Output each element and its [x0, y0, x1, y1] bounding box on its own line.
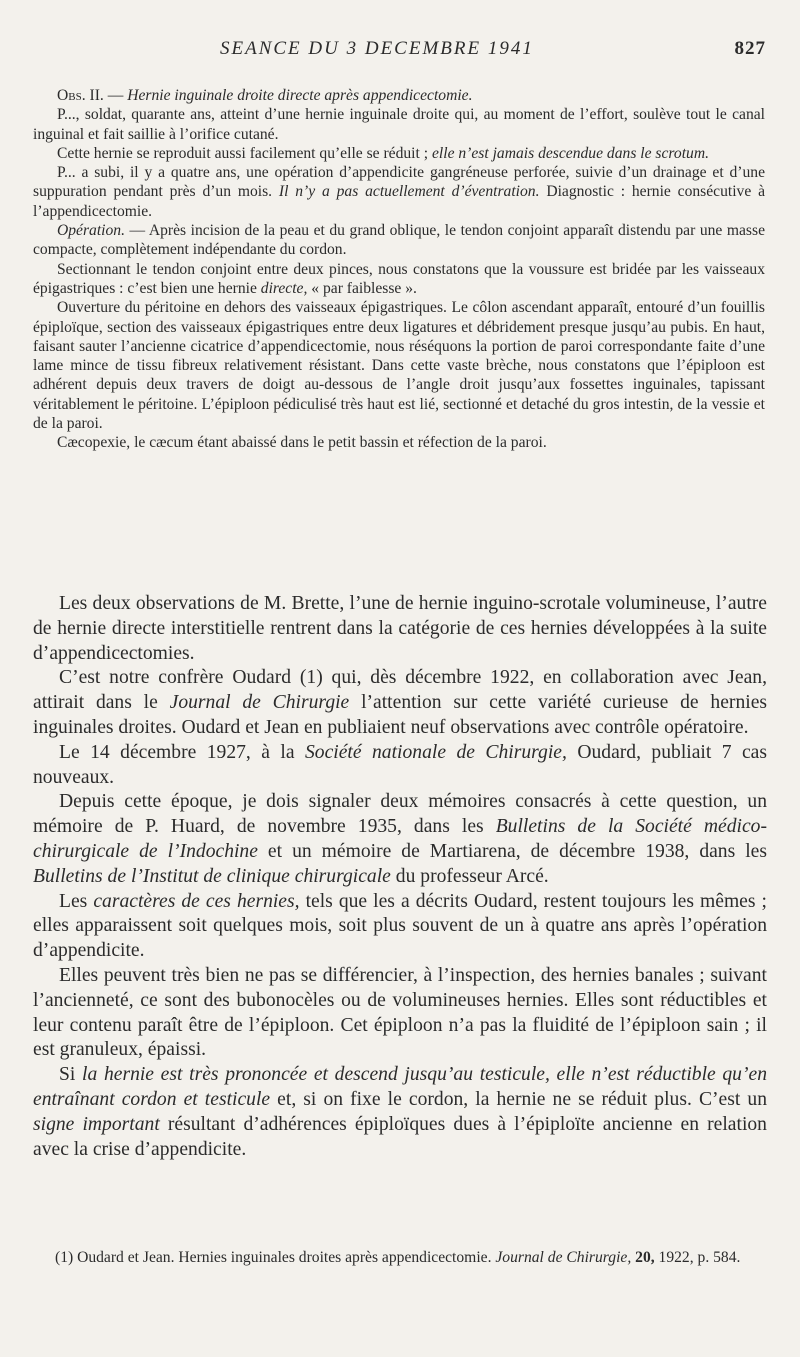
italic-run: signe important	[33, 1113, 160, 1135]
body-paragraph	[33, 890, 767, 964]
observation-label: Obs. II.	[57, 87, 104, 104]
observation-paragraph: P..., soldat, quarante ans, atteint d’une hernie inguinale droite qui, au moment de l’effort, soulève tout le canal inguinal et fait saillie à l’orifice cutané.	[33, 106, 765, 143]
footnote	[33, 1248, 765, 1268]
italic-run: directe,	[260, 279, 308, 297]
body-paragraph	[33, 741, 767, 791]
running-header	[0, 38, 800, 62]
italic-run: Journal de Chirurgie	[169, 692, 350, 714]
observation-block	[33, 86, 765, 453]
footnote-text	[33, 1248, 765, 1268]
text-run: 1922, p. 584.	[654, 1249, 741, 1266]
text-run: C’est notre confrère Oudard (1) qui, dès décembre 1922, en collaboration avec Jean, attirait dans le	[33, 667, 767, 714]
body-paragraph: Elles peuvent très bien ne pas se différencier, à l’inspection, des hernies banales ; suivant l’ancienneté, ce sont des bubonocèles ou de volumineuses hernies. Elles sont réductibles et leur contenu paraît être de l’épiploon. Cet épiploon n’a pas la fluidité de l’épiploon sain ; il est granuleux, épaissi.	[33, 964, 767, 1061]
observation-title: Hernie inguinale droite directe après appendicectomie.	[127, 87, 473, 104]
text-run: Cette hernie se reproduit aussi facilement qu’elle se réduit ;	[57, 144, 432, 162]
text-run: et, si on fixe le cordon, la hernie ne se réduit plus. C’est un	[270, 1088, 767, 1110]
text-run: du professeur Arcé.	[390, 865, 549, 887]
italic-run: Journal de Chirurgie,	[495, 1249, 632, 1266]
italic-run: la hernie est très prononcée et descend jusqu’au testicule, elle n’est réductible qu’en entraînant cordon et testicule	[33, 1064, 767, 1110]
body-paragraph: Les deux observations de M. Brette, l’une de hernie inguino-scrotale volumineuse, l’autre de hernie directe interstitielle rentrent dans la catégorie de ces hernies développées à la suite d’appendicectomies.	[33, 593, 767, 664]
running-title: SEANCE DU 3 DECEMBRE 1941	[220, 38, 534, 59]
text-run: — Après incision de la peau et du grand oblique, le tendon conjoint apparaît distendu par une masse compacte, complètement indépendante du cordon.	[33, 222, 765, 259]
observation-heading	[33, 86, 765, 105]
text-run: P... a subi, il y a quatre ans, une opération d’appendicite gangréneuse perforée, suivie d’un drainage et d’une suppuration pendant près d’un mois.	[33, 164, 765, 201]
text-run: Sectionnant le tendon conjoint entre deux pinces, nous constatons que la voussure est bridée par les vaisseaux épigastriques : c’est bien une hernie	[33, 260, 765, 297]
text-run: « par faiblesse ».	[307, 279, 417, 297]
text-run: (1) Oudard et Jean. Hernies inguinales droites après appendicectomie.	[55, 1249, 496, 1266]
text-run: l’attention sur cette variété curieuse de hernies inguinales droites. Oudard et Jean en publiaient neuf observations avec contrôle opératoire.	[33, 692, 768, 738]
observation-paragraph: Ouverture du péritoine en dehors des vaisseaux épigastriques. Le côlon ascendant apparaît, entouré d’un fouillis épiploïque, section des vaisseaux épigastriques entre deux ligatures et débridement presque jusqu’au pubis. En haut, faisant sauter l’ancienne cicatrice d’appendicectomie, nous réséquons la portion de paroi correspondante faite d’une lame mince de tissu fibreux relativement résistant. Dans cette vaste brèche, nous constatons que l’épiploon est adhérent depuis deux travers de doigt au-dessous de l’angle droit jusqu’aux fossettes inguinales, tapissant véritablement le péritoine. L’épiploon pédiculisé très haut est lié, sectionné et detaché du gros intestin, de la vessie et de la paroi.	[33, 299, 765, 433]
text-run: résultant d’adhérences épiploïques dues à l’épiploïte ancienne en relation avec la crise d’appendicite.	[33, 1113, 767, 1160]
italic-run: Opération.	[57, 222, 126, 240]
page-number: 827	[734, 38, 766, 59]
italic-run: caractères de ces hernies,	[93, 890, 300, 912]
italic-run: Bulletins de l’Institut de clinique chirurgicale	[33, 865, 391, 887]
text-run: Si	[59, 1064, 83, 1086]
text-run: tels que les a décrits Oudard, restent toujours les mêmes ; elles apparaissent soit quelques mois, soit plus souvent de un à quatre ans après l’opération d’appendicite.	[33, 890, 767, 962]
heading-dash: —	[103, 87, 128, 104]
italic-run: Société nationale de Chirurgie,	[305, 741, 567, 763]
italic-run: elle n’est jamais descendue dans le scrotum.	[431, 144, 710, 162]
text-run: Oudard, publiait 7 cas nouveaux.	[33, 741, 767, 788]
body-paragraph	[33, 666, 767, 740]
observation-paragraph	[33, 260, 765, 299]
body-paragraph	[33, 1063, 767, 1162]
observation-paragraph	[33, 221, 765, 260]
body-text	[33, 592, 767, 1162]
text-run: Les	[59, 890, 94, 912]
text-run: et un mémoire de Martiarena, de décembre 1938, dans les	[257, 840, 767, 862]
observation-paragraph	[33, 144, 765, 163]
observation-paragraph: Cæcopexie, le cæcum étant abaissé dans le petit bassin et réfection de la paroi.	[57, 434, 547, 452]
italic-run: Il n’y a pas actuellement d’éventration.	[278, 183, 540, 201]
body-paragraph	[33, 790, 767, 889]
text-run: Diagnostic : hernie consécutive à l’appendicectomie.	[33, 183, 765, 220]
bold-run: 20,	[635, 1249, 655, 1266]
text-run: Depuis cette époque, je dois signaler deux mémoires consacrés à cette question, un mémoire de P. Huard, de novembre 1935, dans les	[33, 791, 767, 838]
italic-run: Bulletins de la Société médico-chirurgicale de l’Indochine	[33, 816, 767, 862]
observation-paragraph	[33, 163, 765, 221]
text-run: Le 14 décembre 1927, à la	[59, 741, 305, 763]
